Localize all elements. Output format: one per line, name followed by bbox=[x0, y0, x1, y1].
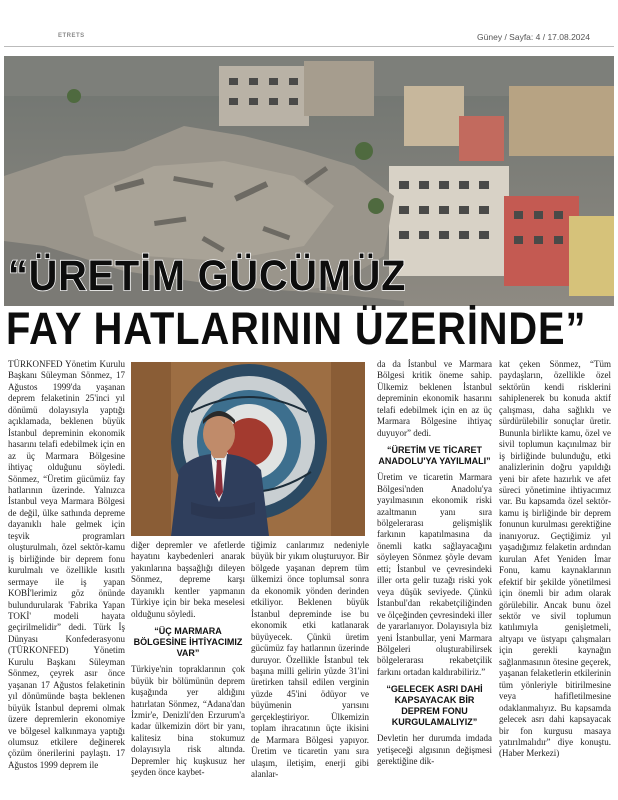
paragraph: diğer depremler ve afetlerde hayatını kaybedenleri anarak yakınlarına başsağlığı dileyen Sönmez, depreme karşı dayanıklı kentler yapmanın Türkiye için bir beka meselesi olduğunu söyledi. bbox=[131, 540, 245, 619]
article-column-4 bbox=[377, 359, 492, 768]
portrait-photo bbox=[131, 362, 365, 536]
headline-line-2: FAY HATLARININ ÜZERİNDE” bbox=[6, 303, 587, 354]
subheading: “ÜRETİM VE TİCARET ANADOLU'YA YAYILMALI” bbox=[378, 445, 491, 467]
paragraph: Türkiye'nin topraklarının çok büyük bir bölümünün deprem kuşağında yer aldığını hatırlatan Sönmez, “Adana'dan İzmir'e, Denizli'den Erzurum'a kadar ülkemizin dört bir yanı, kalitesiz bina stokumuz dolayısıyla risk altında. Depremler hiç kuşkusuz her şeyden önce kaybet- bbox=[131, 664, 245, 778]
subheading: “GELECEK ASRI DAHİ KAPSAYACAK BİR DEPREM FONU KURGULAMALIYIZ” bbox=[386, 684, 483, 728]
article-column-2 bbox=[131, 540, 245, 779]
article-column-1 bbox=[8, 359, 125, 771]
page-header bbox=[0, 0, 618, 48]
portrait-illustration bbox=[131, 362, 365, 536]
subheading: “ÜÇ MARMARA BÖLGESİNE İHTİYACIMIZ VAR” bbox=[133, 626, 243, 659]
paragraph: Üretim ve ticaretin Marmara Bölgesi'nden Anadolu'ya yayılmasının ekonomik riski azaltmanın yanı sıra bölgelerarası gelişmişlik farkının kapatılmasına da önemli katkı sağlayacağını söyleyen Sönmez şöyle devam etti; İstanbul ve çevresindeki iller orta gelir tuzağı riski yok veya düşük seviyede. Çünkü İstanbul'dan rekabetçiliğinden ve ölçeğinden çevresindeki iller de yararlanıyor. Dolayısıyla biz yeni İstanbullar, yeni Marmara Bölgeleri oluşturabilirsek bölgelerarası rekabetçilik farkını ortadan kaldırabiliriz.” bbox=[377, 472, 492, 677]
paragraph: tiğimiz canlarımız nedeniyle büyük bir yıkım oluşturuyor. Bir bölgede yaşanan deprem tüm ülkemizi önce toplumsal sonra da ekonomik yönden derinden etkiliyor. Beklenen büyük İstanbul depreminde ise bu ekonomik etki katlanarak büyüyecek. Çünkü üretim gücümüz fay hatlarının üzerinde duruyor. Özellikle İstanbul tek başına milli gelirin yüzde 31'ini üretirken tahsil edilen verginin yüzde 45'ini ödüyor ve büyümenin yarısını gerçekleştiriyor. Ülkemizin toplam ihracatının üçte ikisini de Marmara Bölgesi yapıyor. Üretim ve ticaretin yanı sıra ulaşım, iletişim, enerji gibi alanlar- bbox=[251, 540, 369, 780]
page-meta: Güney / Sayfa: 4 / 17.08.2024 bbox=[477, 32, 590, 42]
paragraph: da da İstanbul ve Marmara Bölgesi kritik öneme sahip. Ülkemiz beklenen İstanbul depreminin ekonomik hasarını telafi edebilmek için en az üç Marmara Bölgesine ihtiyaç duyuyor” dedi. bbox=[377, 359, 492, 438]
article-column-5 bbox=[499, 359, 611, 760]
header-rule bbox=[4, 46, 614, 47]
newspaper-logo: ETRETS bbox=[58, 33, 85, 39]
paragraph: Devletin her durumda imdada yetişeceği algısının değişmesi gerektiğine dik- bbox=[377, 733, 492, 767]
article-column-3 bbox=[251, 540, 369, 781]
headline-line-1: “ÜRETİM GÜCÜMÜZ bbox=[8, 252, 407, 300]
paragraph: kat çeken Sönmez, “Tüm paydaşların, özellikle özel sektörün kendi risklerini sahiplenerek bu konuda aktif çalışması, daha sağlıklı ve sürdürülebilir sonuçlar üretir. Bununla birlikte kamu, özel ve sivil toplumun kaçınılmaz bir iş birliğinde bulunduğu, etki analizlerinin doğru yapıldığı yeni bir afete hazırlık ve afet süreci yönetimine ihtiyacımız var. Bu kapsamda özel sektör-kamu iş birliğinde bir deprem fonunun kurulması gerektiğine inanıyoruz. Geçtiğimiz yıl yaşadığımız felaketin ardından kurulan Afet Yeniden İmar Fonu, kamu kaynaklarının efektif bir şekilde yönetilmesi için önemli bir adım olarak görülebilir. Ancak bunu özel sektör ve sivil toplumun katılımıyla genişletmeli, altyapı ve üstyapı çalışmaları için gerekli kaynağın sağlanmasının ötesine geçerek, yaşanan felaketlerin etkilerinin tüm yönleriyle bitirilmesine veya hafifletilmesine odaklanmalıyız. Bu kapsamda gelecek asrı dahi kapsayacak bir fon kurgusu masaya yatırılmalıdır” diye konuştu. (Haber Merkezi) bbox=[499, 359, 611, 759]
paragraph: TÜRKONFED Yönetim Kurulu Başkanı Süleyman Sönmez, 17 Ağustos 1999'da yaşanan deprem felaketinin 25'inci yıl dönümü dolayısıyla yaptığı açıklamada, beklenen büyük İstanbul depreminin ekonomik hasarını telafi edebilmek için en az üç Marmara Bölgesine ihtiyaç olduğunu söyledi. Sönmez, “Üretim gücümüz fay hatlarının üzerinde. Yalnızca İstanbul veya Marmara Bölgesi de değil, ülke sathında depreme dayanıklı hale gelmek için teşvik programları oluşturulmalı, özel sektör-kamu iş birliğinde bir deprem fonu kurulmalı ve özellikle kısıtlı sermaye ile iş yapan KOBİ'lerimiz göz önünde bulundurularak 'Fabrika Yapan TOKİ' modeli hayata geçirilmelidir” dedi. Türk İş Dünyası Konfederasyonu (TÜRKONFED) Yönetim Kurulu Başkanı Süleyman Sönmez, çeyrek asır önce yaşanan 17 Ağustos felaketinin yıl dönümünde başta beklenen büyük İstanbul depremi olmak üzere depremlerin ekonomiye ve bölgesel kalkınmaya yaptığı olumsuz etkilere değinerek çözüm önerilerini paylaştı. 17 Ağustos 1999 deprem ile bbox=[8, 359, 125, 770]
